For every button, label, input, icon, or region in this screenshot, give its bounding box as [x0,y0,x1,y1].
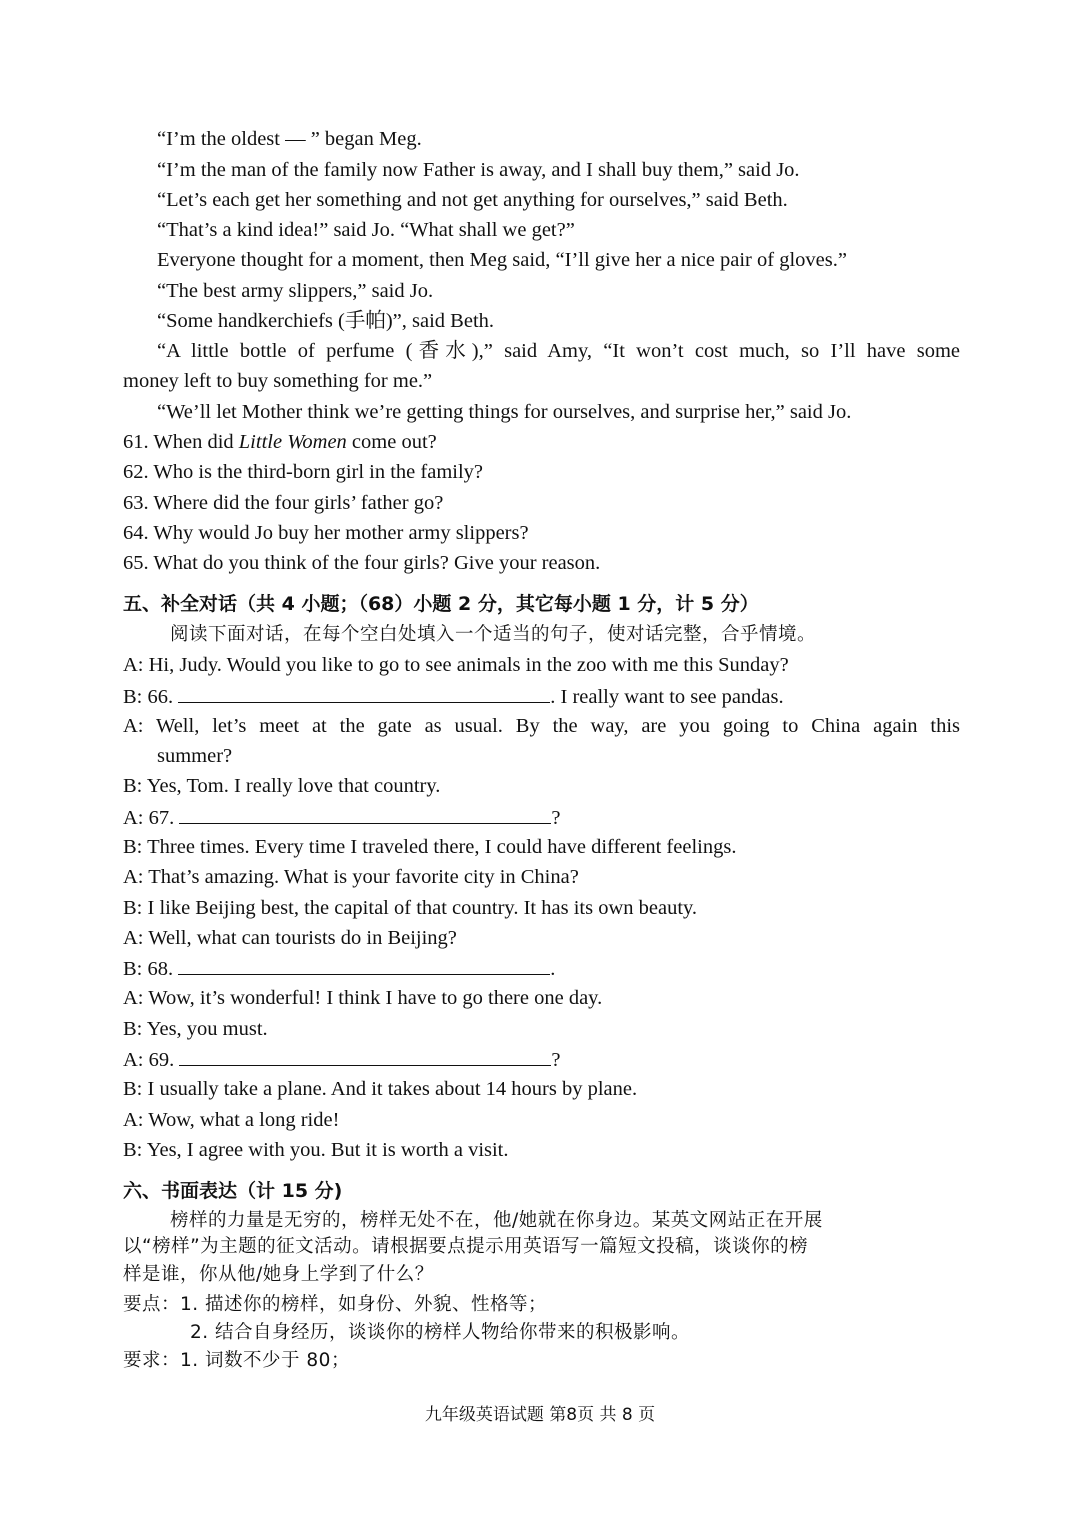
dialogue-69 [123,1044,960,1075]
question-61-prefix: 61. When did [123,431,239,453]
story-line: “I’m the oldest — ” began Meg. [157,128,422,150]
dialogue-line: B: Three times. Every time I traveled there, I could have different feelings. [123,836,737,858]
question-61 [123,427,960,457]
section-6-requirements: 要求：1. 词数不少于 80； [123,1350,350,1371]
dialogue-68-label: B: 68. [123,958,179,980]
section-5-instruction: 阅读下面对话，在每个空白处填入一个适当的句子，使对话完整，合乎情境。 [170,624,817,645]
story-line: “That’s a kind idea!” said Jo. “What shall we get?” [157,219,575,241]
answer-blank-67[interactable] [179,802,551,824]
answer-blank-66[interactable] [178,681,550,703]
dialogue-line: B: I usually take a plane. And it takes about 14 hours by plane. [123,1078,638,1100]
dialogue-line: B: Yes, you must. [123,1018,268,1040]
section-6-paragraph: 以“榜样”为主题的征文活动。请根据要点提示用英语写一篇短文投稿，谈谈你的榜 [123,1236,809,1257]
dialogue-line: summer? [157,745,233,767]
dialogue-67-text: ? [551,807,561,829]
dialogue-line: A: Wow, what a long ride! [123,1109,340,1131]
dialogue-69-label: A: 69. [123,1049,180,1071]
question-62: 62. Who is the third-born girl in the family? [123,461,484,483]
section-6-points: 要点：1. 描述你的榜样，如身份、外貌、性格等； [123,1294,548,1315]
dialogue-line: B: Yes, Tom. I really love that country. [123,775,441,797]
dialogue-line: B: I like Beijing best, the capital of that country. It has its own beauty. [123,897,698,919]
dialogue-line: B: Yes, I agree with you. But it is worth a visit. [123,1139,509,1161]
section-6-paragraph: 样是谁，你从他/她身上学到了什么？ [123,1264,434,1285]
dialogue-line: A: Hi, Judy. Would you like to go to see animals in the zoo with me this Sunday? [123,654,789,676]
story-line: “A little bottle of perfume (香水),” said Amy, “It won’t cost much, so I’ll have some [157,340,960,362]
dialogue-line: A: That’s amazing. What is your favorite city in China? [123,866,579,888]
question-61-suffix: come out? [346,431,437,453]
dialogue-67 [123,802,960,833]
story-line: “I’m the man of the family now Father is away, and I shall buy them,” said Jo. [157,159,800,181]
section-6-heading: 六、书面表达（计 15 分) [123,1180,343,1202]
dialogue-68 [123,953,960,984]
dialogue-line: A: Well, let’s meet at the gate as usual. By the way, are you going to China again this [123,715,960,737]
story-line: “Some handkerchiefs (手帕)”, said Beth. [157,310,495,332]
dialogue-69-text: ? [551,1049,561,1071]
dialogue-66 [123,681,960,712]
section-5-heading: 五、补全对话（共 4 小题；（68）小题 2 分，其它每小题 1 分，计 5 分） [123,593,759,615]
book-title: Little Women [238,431,347,453]
dialogue-66-text: . I really want to see pandas. [550,686,784,708]
question-64: 64. Why would Jo buy her mother army slippers? [123,522,529,544]
dialogue-66-label: B: 66. [123,686,179,708]
story-line: Everyone thought for a moment, then Meg said, “I’ll give her a nice pair of gloves.” [157,249,847,271]
answer-blank-69[interactable] [179,1044,551,1066]
dialogue-line: A: Wow, it’s wonderful! I think I have to go there one day. [123,987,603,1009]
story-line: “The best army slippers,” said Jo. [157,280,434,302]
dialogue-67-label: A: 67. [123,807,180,829]
page-footer: 九年级英语试题 第8页 共 8 页 [424,1405,656,1425]
dialogue-line: A: Well, what can tourists do in Beijing? [123,927,457,949]
section-6-paragraph: 榜样的力量是无穷的，榜样无处不在，他/她就在你身边。某英文网站正在开展 [170,1210,823,1231]
question-63: 63. Where did the four girls’ father go? [123,492,444,514]
story-line: money left to buy something for me.” [123,370,433,392]
answer-blank-68[interactable] [178,953,550,975]
story-line: “Let’s each get her something and not get anything for ourselves,” said Beth. [157,189,788,211]
story-line: “We’ll let Mother think we’re getting things for ourselves, and surprise her,” said Jo. [157,401,852,423]
section-6-points: 2. 结合自身经历，谈谈你的榜样人物给你带来的积极影响。 [190,1322,691,1343]
dialogue-68-text: . [550,958,556,980]
question-65: 65. What do you think of the four girls? Give your reason. [123,552,601,574]
